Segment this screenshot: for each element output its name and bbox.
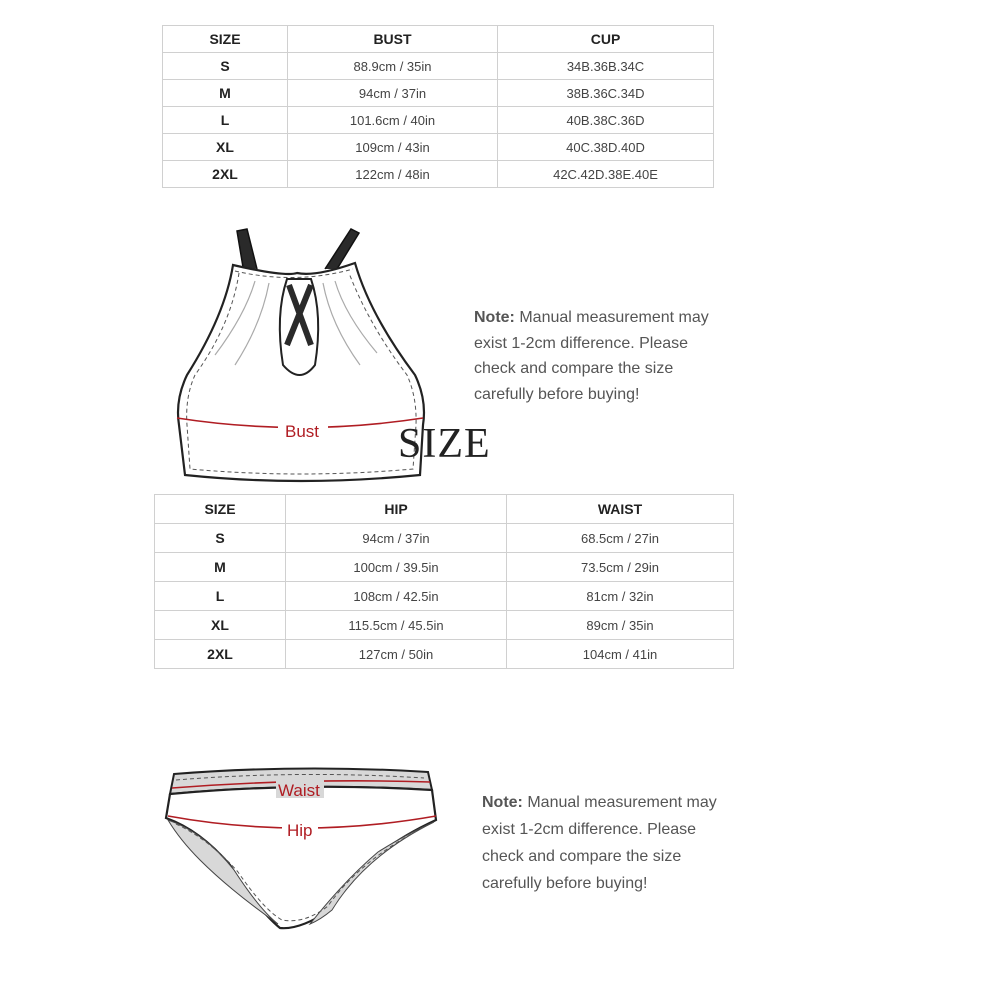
bust-cell: 94cm / 37in [288, 80, 498, 107]
size-cell: L [163, 107, 288, 134]
bikini-bottom-illustration [160, 760, 450, 940]
note-line: Manual measurement may [519, 309, 709, 326]
table-row [155, 640, 734, 669]
bottom-size-table [154, 494, 734, 669]
note-line: exist 1-2cm difference. Please [474, 334, 689, 352]
hip-cell: 100cm / 39.5in [286, 553, 507, 582]
left-strap [237, 229, 257, 269]
header-hip: HIP [286, 495, 507, 524]
waist-cell: 81cm / 32in [507, 582, 734, 611]
table-row [163, 53, 714, 80]
size-cell: XL [163, 134, 288, 161]
table-row [155, 524, 734, 553]
waist-cell: 68.5cm / 27in [507, 524, 734, 553]
waist-cell: 104cm / 41in [507, 640, 734, 669]
table-header-row [163, 26, 714, 53]
hip-cell: 108cm / 42.5in [286, 582, 507, 611]
size-cell: M [163, 80, 288, 107]
table-row [163, 134, 714, 161]
header-size: SIZE [155, 495, 286, 524]
hip-label: Hip [287, 821, 313, 840]
keyhole [280, 279, 318, 375]
hip-cell: 94cm / 37in [286, 524, 507, 553]
note-line: exist 1-2cm difference. Please [482, 821, 697, 838]
cup-cell: 34B.36B.34C [498, 53, 714, 80]
header-size: SIZE [163, 26, 288, 53]
header-waist: WAIST [507, 495, 734, 524]
note-line: carefully before buying! [482, 875, 648, 892]
size-cell: S [155, 524, 286, 553]
table-row [163, 161, 714, 188]
note-label: Note: [482, 794, 523, 811]
hip-cell: 115.5cm / 45.5in [286, 611, 507, 640]
table-row [155, 582, 734, 611]
waist-label: Waist [278, 781, 320, 800]
size-title: SIZE [398, 421, 491, 467]
note-line: check and compare the size [474, 360, 674, 377]
bust-cell: 122cm / 48in [288, 161, 498, 188]
size-cell: L [155, 582, 286, 611]
table-row [163, 80, 714, 107]
header-cup: CUP [498, 26, 714, 53]
bikini-top-illustration [165, 225, 435, 490]
measurement-note-top [474, 305, 734, 407]
note-line: carefully before buying! [474, 385, 640, 403]
note-line: Manual measurement may [527, 794, 717, 811]
bust-label: Bust [285, 422, 320, 441]
waist-cell: 89cm / 35in [507, 611, 734, 640]
bust-cell: 109cm / 43in [288, 134, 498, 161]
cup-cell: 40C.38D.40D [498, 134, 714, 161]
size-cell: 2XL [163, 161, 288, 188]
table-row [155, 611, 734, 640]
note-label: Note: [474, 309, 515, 326]
bust-cell: 88.9cm / 35in [288, 53, 498, 80]
hip-cell: 127cm / 50in [286, 640, 507, 669]
size-cell: 2XL [155, 640, 286, 669]
table-row [155, 553, 734, 582]
size-cell: XL [155, 611, 286, 640]
size-cell: S [163, 53, 288, 80]
bust-cell: 101.6cm / 40in [288, 107, 498, 134]
cup-cell: 38B.36C.34D [498, 80, 714, 107]
size-cell: M [155, 553, 286, 582]
top-size-table [162, 25, 714, 188]
measurement-note-bottom [482, 789, 742, 897]
note-line: check and compare the size [482, 848, 682, 865]
waist-cell: 73.5cm / 29in [507, 553, 734, 582]
cup-cell: 42C.42D.38E.40E [498, 161, 714, 188]
table-header-row [155, 495, 734, 524]
header-bust: BUST [288, 26, 498, 53]
table-row [163, 107, 714, 134]
cup-cell: 40B.38C.36D [498, 107, 714, 134]
